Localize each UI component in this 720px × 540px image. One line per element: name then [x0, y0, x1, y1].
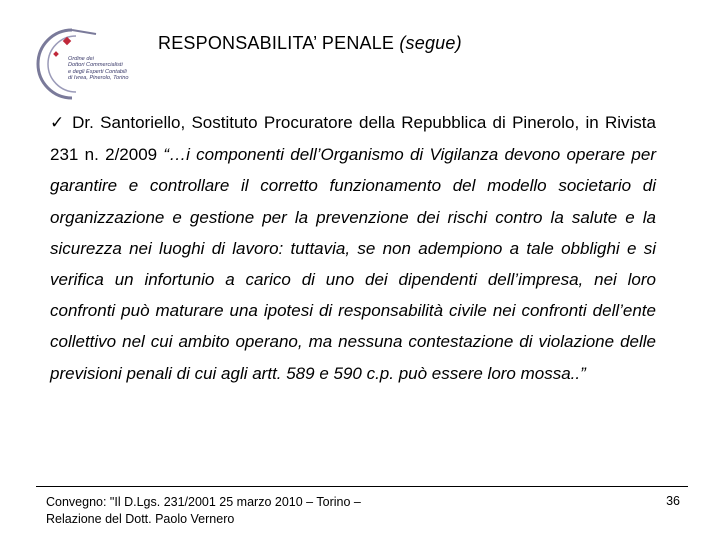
logo-line: di Ivrea, Pinerolo, Torino — [68, 75, 129, 82]
footer-line-1: Convegno: "Il D.Lgs. 231/2001 25 marzo 2010 – Torino – — [46, 495, 361, 509]
page-title — [158, 33, 598, 54]
page-number: 36 — [666, 494, 680, 508]
footer-divider — [36, 486, 688, 487]
title-suffix: (segue) — [399, 33, 462, 53]
logo-line: Dottori Commercialisti — [68, 62, 123, 69]
logo-line: e degli Esperti Contabili — [68, 68, 127, 75]
body-intro: Dr. Santoriello, Sostituto Procuratore della Repubblica di Pinerolo, in Rivista 231 n. 2/2009 — [50, 113, 656, 165]
title-main: RESPONSABILITA’ PENALE — [158, 33, 395, 53]
logo-line: Ordine dei — [68, 56, 94, 62]
footer-line-2: Relazione del Dott. Paolo Vernero — [46, 512, 235, 526]
logo — [32, 22, 144, 104]
footer — [46, 494, 361, 528]
checkmark-icon: ✓ — [50, 113, 66, 133]
body-paragraph — [50, 107, 656, 389]
logo-text — [68, 56, 148, 82]
body-quote: “…i componenti dell’Organismo di Vigilanza devono operare per garantire e controllare il corretto funzionamento del modello societario di organizzazione e gestione per la prevenzione dei rischi contro la salute e la sicurezza nei luoghi di lavoro: tuttavia, se non adempiono a tale obblighi e si verifica un infortunio a carico di uno dei dipendenti dell’impresa, nei loro confronti può maturare una ipotesi di responsabilità civile nei confronti dell’ente collettivo nel cui ambito operano, ma nessuna contestazione di violazione delle previsioni penali di cui agli artt. 589 e 590 c.p. può essere loro mossa..” — [50, 145, 656, 383]
